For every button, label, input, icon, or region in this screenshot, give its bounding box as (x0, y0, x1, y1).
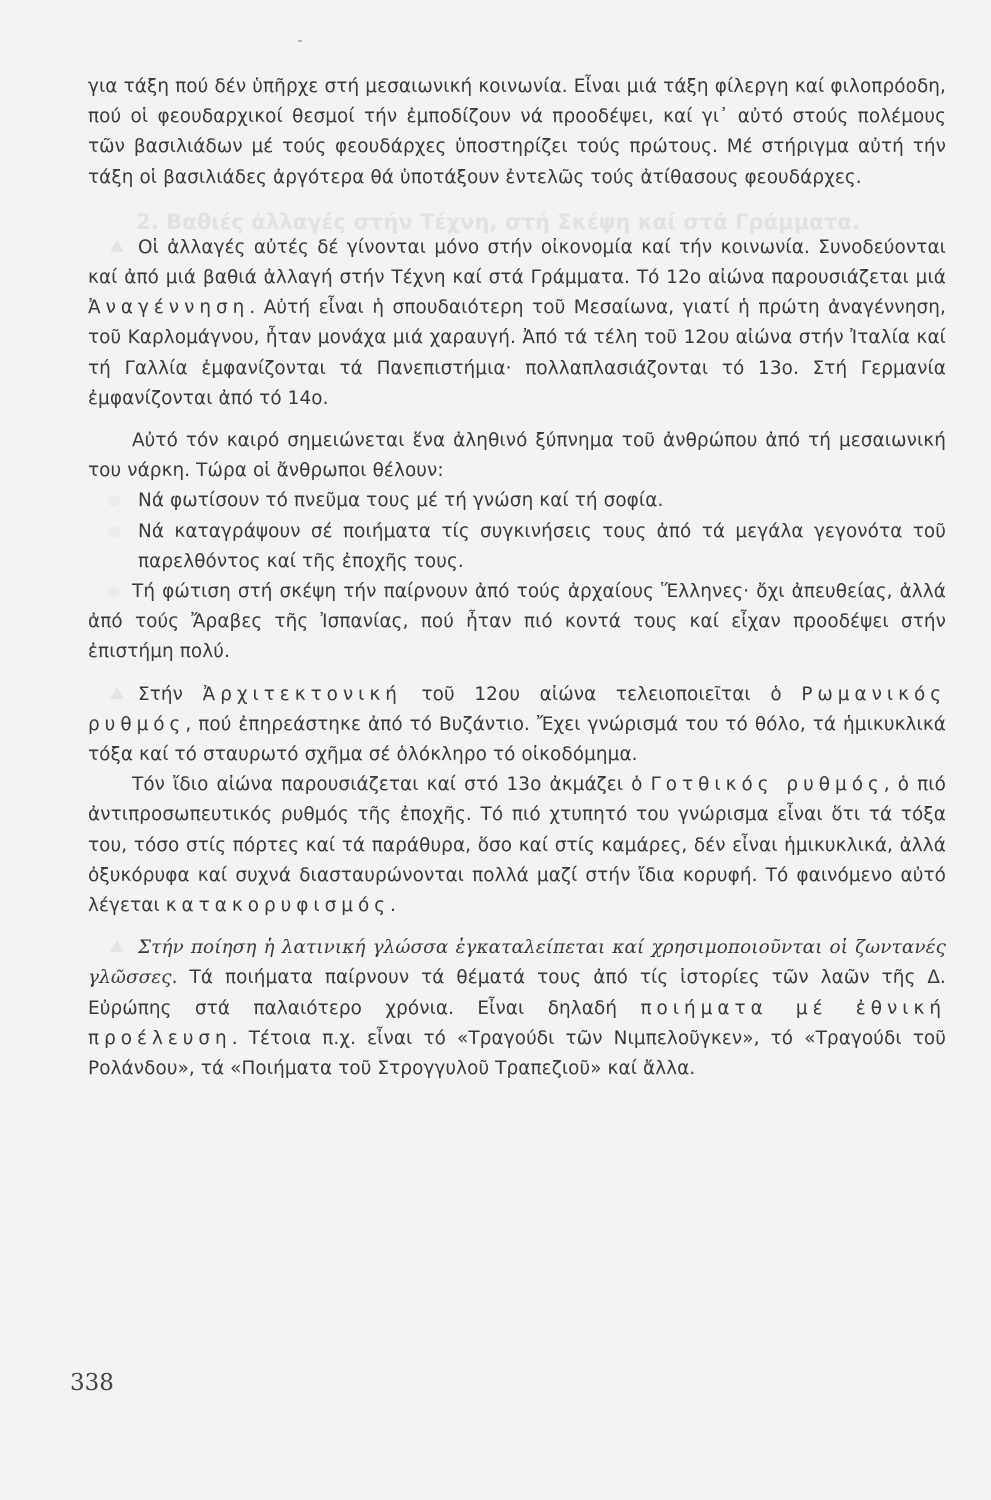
spaced-term: ποιήματα μέ ἐθνική προέλευση (88, 997, 946, 1049)
paragraph-poetry: Στήν ποίηση ἡ λατινική γλώσσα ἐγκαταλείπεται καί χρησιμοποιοῦνται οἱ ζωντανές γλῶσσες. Τά ποιήματα παίρνουν τά θέματά τους ἀπό τίς ἱστορίες τῶν λαῶν τῆς Δ. Εὐρώπης στά παλαιότερο χρόνια. Εἶναι δηλαδή ποιήματα μέ ἐθνική προέλευση. Τέτοια π.χ. εἶναι τό «Τραγούδι τῶν Νιμπελοῦγκεν», τό «Τραγούδι τοῦ Ρολάνδου», τά «Ποιήματα τοῦ Στρογγυλοῦ Τραπεζιοῦ» καί ἄλλα. (88, 937, 946, 1080)
spaced-term: κατακορυφισμός (165, 895, 391, 917)
bullet-item-1: Νά φωτίσουν τό πνεῦμα τους μέ τή γνώση καί τή σοφία. (88, 486, 946, 516)
page-body (88, 72, 946, 1084)
paragraph-gothic: Τόν ἴδιο αἰώνα παρουσιάζεται καί στό 13ο ἀκμάζει ὁ Γοτθικός ρυθμός, ὁ πιό ἀντιπροσωπευτικός ρυθμός τῆς ἐποχῆς. Τό πιό χτυπητό του γνώρισμα εἶναι ὅτι τά τόξα του, τόσο στίς πόρτες καί τά παράθυρα, ὅσο καί στίς καμάρες, δέν εἶναι ἡμικυκλικά, ἀλλά ὀξυκόρυφα καί συχνά διασταυρώνονται πολλά μαζί στήν ἴδια κορυφή. Τό φαινόμενο αὐτό λέγεται κατακορυφισμός. (88, 774, 946, 917)
triangle-marker-icon (110, 940, 124, 952)
triangle-marker-icon (110, 687, 124, 699)
bullet-dot-icon (108, 586, 120, 598)
triangle-marker-icon (110, 240, 124, 252)
scan-mark (298, 40, 302, 42)
bullet-item-2: Νά καταγράψουν σέ ποιήματα τίς συγκινήσεις τους ἀπό τά μεγάλα γεγονότα τοῦ παρελθόντος καί τῆς ἐποχῆς τους. (88, 517, 946, 577)
spaced-term: Γοτθικός ρυθμός (650, 774, 884, 796)
spaced-term: Ἀναγέννηση (88, 297, 250, 319)
paragraph-2: Οἱ ἀλλαγές αὐτές δέ γίνονται μόνο στήν οἰκονομία καί τήν κοινωνία. Συνοδεύονται καί ἀπό μιά βαθιά ἀλλαγή στήν Τέχνη καί στά Γράμματα. Τό 12ο αἰώνα παρουσιάζεται μιά Ἀναγέννηση. Αὐτή εἶναι ἡ σπουδαιότερη τοῦ Μεσαίωνα, γιατί ἡ πρώτη ἀναγέννηση, τοῦ Καρλομάγνου, ἦταν μονάχα μιά χαραυγή. Ἀπό τά τέλη τοῦ 12ου αἰώνα στήν Ἰταλία καί τή Γαλλία ἐμφανίζονται τά Πανεπιστήμια· πολλαπλασιάζονται τό 13ο. Στή Γερμανία ἐμφανίζονται ἀπό τό 14ο. (88, 236, 946, 409)
spaced-term: Ἀρχιτεκτονική (202, 683, 402, 705)
paragraph-1: για τάξη πού δέν ὑπῆρχε στή μεσαιωνική κοινωνία. Εἶναι μιά τάξη φίλεργη καί φιλοπρόοδη, πού οἱ φεουδαρχικοί θεσμοί τήν ἐμποδίζουν νά προοδέψει, καί γι᾽ αὐτό στούς πολέμους τῶν βασιλιάδων μέ τούς φεουδάρχες ὑποστηρίζει τούς πρώτους. Μέ στήριγμα αὐτή τήν τάξη οἱ βασιλιάδες ἀργότερα θά ὑποτάξουν ἐντελῶς τούς ἀτίθασους φεουδάρχες. (88, 76, 946, 188)
page-number: 338 (70, 1370, 114, 1396)
paragraph-architecture: Στήν Ἀρχιτεκτονική τοῦ 12ου αἰώνα τελειοποιεῖται ὁ Ρωμανικός ρυθμός, πού ἐπηρεάστηκε ἀπό τό Βυζάντιο. Ἔχει γνώρισμά του τό θόλο, τά ἡμικυκλικά τόξα καί τό σταυρωτό σχῆμα σέ ὁλόκληρο τό οἰκοδόμημα. (88, 683, 947, 766)
spaced-term: Ρωμανικός ρυθμός (88, 683, 947, 735)
paragraph-thought: Τή φώτιση στή σκέψη τήν παίρνουν ἀπό τούς ἀρχαίους Ἕλληνες· ὄχι ἀπευθείας, ἀλλά ἀπό τούς Ἄραβες τῆς Ἰσπανίας, πού ἦταν πιό κοντά τους καί εἶχαν προοδέψει στήν ἐπιστήμη πολύ. (88, 581, 946, 663)
section-heading: 2. Βαθιές ἀλλαγές στήν Τέχνη, στή Σκέψη καί στά Γράμματα. (136, 209, 860, 234)
bullet-dot-icon (108, 495, 120, 507)
bullet-dot-icon (108, 526, 120, 538)
paragraph-3: Αὐτό τόν καιρό σημειώνεται ἕνα ἀληθινό ξύπνημα τοῦ ἀνθρώπου ἀπό τή μεσαιωνική του νάρκη. Τώρα οἱ ἄνθρωποι θέλουν: (88, 430, 946, 482)
italic-phrase: Στήν ποίηση ἡ λατινική γλώσσα ἐγκαταλείπεται καί χρησιμοποιοῦνται οἱ ζωντανές γλῶσσες (88, 937, 946, 989)
